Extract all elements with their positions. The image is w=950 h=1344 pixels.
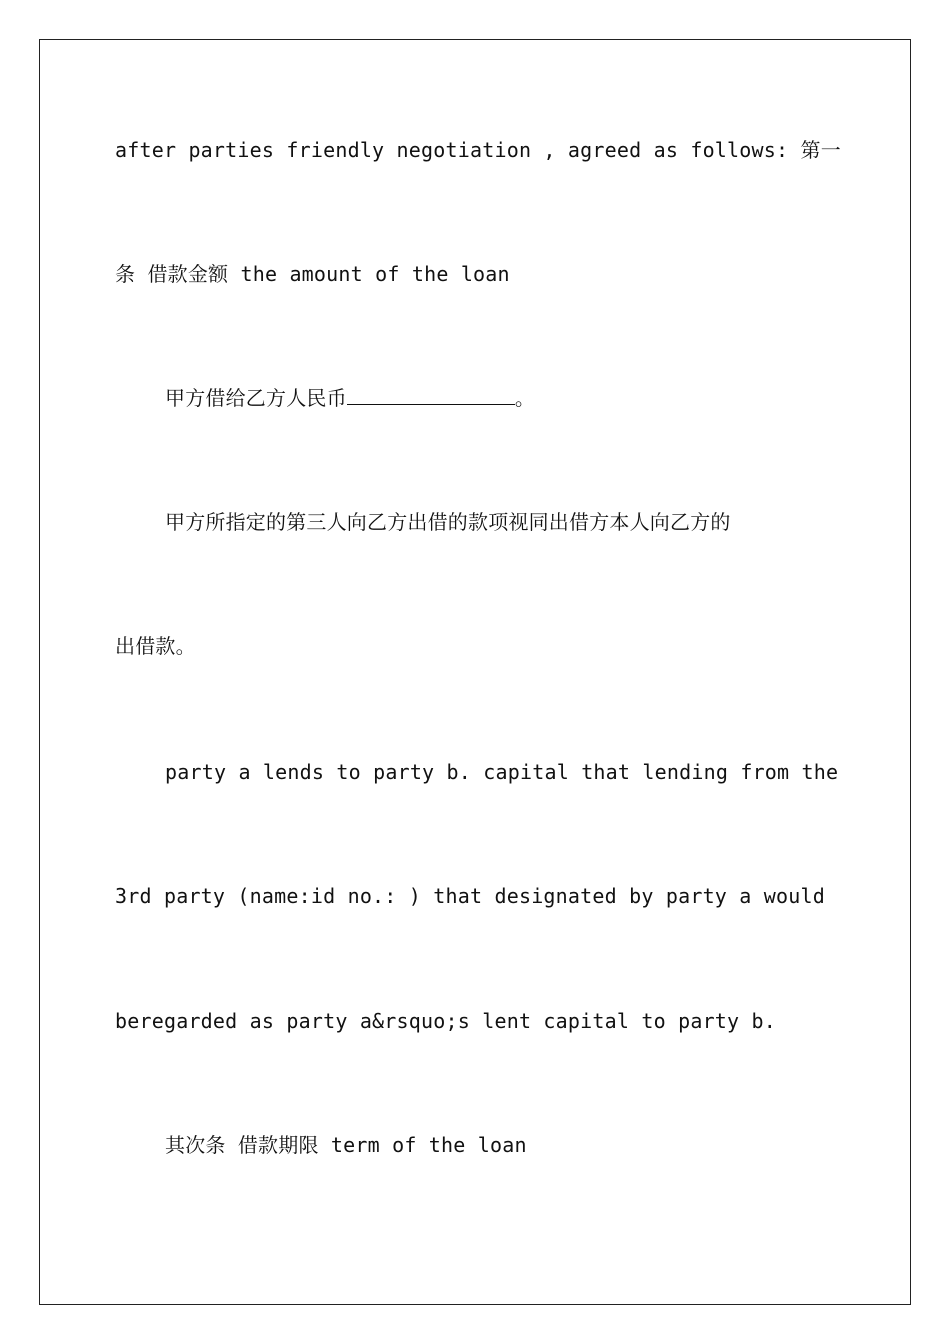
loan-amount-end: 。 [514,386,536,410]
text-line-2: 条 借款金额 the amount of the loan [115,262,510,286]
text-line-6: party a lends to party b. capital that lending from the [165,760,839,784]
section-heading-term: 其次条 借款期限 term of the loan [165,1133,527,1157]
text-line-1: after parties friendly negotiation , agreed as follows: 第一 [115,138,841,162]
page-border [39,39,911,1305]
text-line-7: 3rd party (name:id no.: ) that designated by party a would [115,884,825,908]
loan-amount-label: 甲方借给乙方人民币 [165,386,347,410]
loan-amount-blank [347,384,515,405]
text-line-8: beregarded as party a&rsquo;s lent capital to party b. [115,1009,777,1033]
text-line-3 [165,384,885,412]
text-line-4: 甲方所指定的第三人向乙方出借的款项视同出借方本人向乙方的 [165,510,731,534]
text-line-5: 出借款。 [115,634,196,658]
